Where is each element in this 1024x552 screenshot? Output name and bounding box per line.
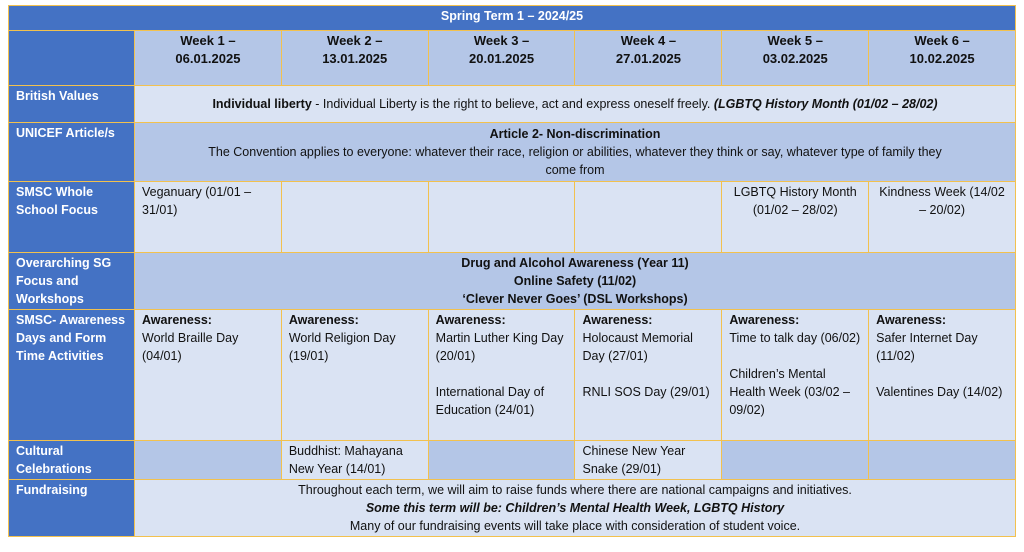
row-label: Fundraising (9, 480, 135, 537)
weeks-header-row (9, 31, 1016, 86)
british-values-cell: Individual liberty - Individual Liberty is the right to believe, act and express oneself freely. (LGBTQ History Month (01/02 – 28/02) (135, 86, 1016, 123)
title-row (9, 6, 1016, 31)
week-header-4: Week 4 – 27.01.2025 (575, 31, 722, 86)
row-label: British Values (9, 86, 135, 123)
awareness-week-3: Awareness: Martin Luther King Day (20/01) International Day of Education (24/01) (428, 310, 575, 441)
awareness-week-1: Awareness: World Braille Day (04/01) (135, 310, 282, 441)
smsc-week-2 (281, 182, 428, 253)
safeguarding-row (9, 253, 1016, 310)
fundraising-cell: Throughout each term, we will aim to raise funds where there are national campaigns and initiatives. Some this term will be: Children’s Mental Health Week, LGBTQ History Many of our fundraising events will take place with consideration of student voice. (135, 480, 1016, 537)
smsc-week-5: LGBTQ History Month (01/02 – 28/02) (722, 182, 869, 253)
week-header-3: Week 3 – 20.01.2025 (428, 31, 575, 86)
unicef-cell: Article 2- Non-discrimination The Convention applies to everyone: whatever their race, religion or abilities, whatever they think or say, whatever type of family they come from (135, 123, 1016, 182)
awareness-week-4: Awareness: Holocaust Memorial Day (27/01) RNLI SOS Day (29/01) (575, 310, 722, 441)
cultural-week-4: Chinese New Year Snake (29/01) (575, 441, 722, 480)
cultural-week-5 (722, 441, 869, 480)
cultural-row (9, 441, 1016, 480)
cultural-week-3 (428, 441, 575, 480)
row-label: Overarching SG Focus and Workshops (9, 253, 135, 310)
cultural-week-2: Buddhist: Mahayana New Year (14/01) (281, 441, 428, 480)
row-label: SMSC Whole School Focus (9, 182, 135, 253)
row-label: SMSC- Awareness Days and Form Time Activities (9, 310, 135, 441)
week-header-1: Week 1 – 06.01.2025 (135, 31, 282, 86)
cultural-week-1 (135, 441, 282, 480)
week-header-6: Week 6 – 10.02.2025 (869, 31, 1016, 86)
smsc-row (9, 182, 1016, 253)
fundraising-row (9, 480, 1016, 537)
row-label: Cultural Celebrations (9, 441, 135, 480)
british-values-row (9, 86, 1016, 123)
smsc-week-1: Veganuary (01/01 – 31/01) (135, 182, 282, 253)
cultural-week-6 (869, 441, 1016, 480)
awareness-week-5: Awareness: Time to talk day (06/02) Children’s Mental Health Week (03/02 – 09/02) (722, 310, 869, 441)
smsc-week-3 (428, 182, 575, 253)
corner-cell (9, 31, 135, 86)
awareness-row (9, 310, 1016, 441)
week-header-5: Week 5 – 03.02.2025 (722, 31, 869, 86)
smsc-week-4 (575, 182, 722, 253)
unicef-row (9, 123, 1016, 182)
row-label: UNICEF Article/s (9, 123, 135, 182)
term-title: Spring Term 1 – 2024/25 (9, 6, 1016, 31)
safeguarding-cell: Drug and Alcohol Awareness (Year 11) Online Safety (11/02) ‘Clever Never Goes’ (DSL Workshops) (135, 253, 1016, 310)
term-plan-table (8, 5, 1016, 537)
week-header-2: Week 2 – 13.01.2025 (281, 31, 428, 86)
smsc-week-6: Kindness Week (14/02 – 20/02) (869, 182, 1016, 253)
awareness-week-2: Awareness: World Religion Day (19/01) (281, 310, 428, 441)
awareness-week-6: Awareness: Safer Internet Day (11/02) Valentines Day (14/02) (869, 310, 1016, 441)
